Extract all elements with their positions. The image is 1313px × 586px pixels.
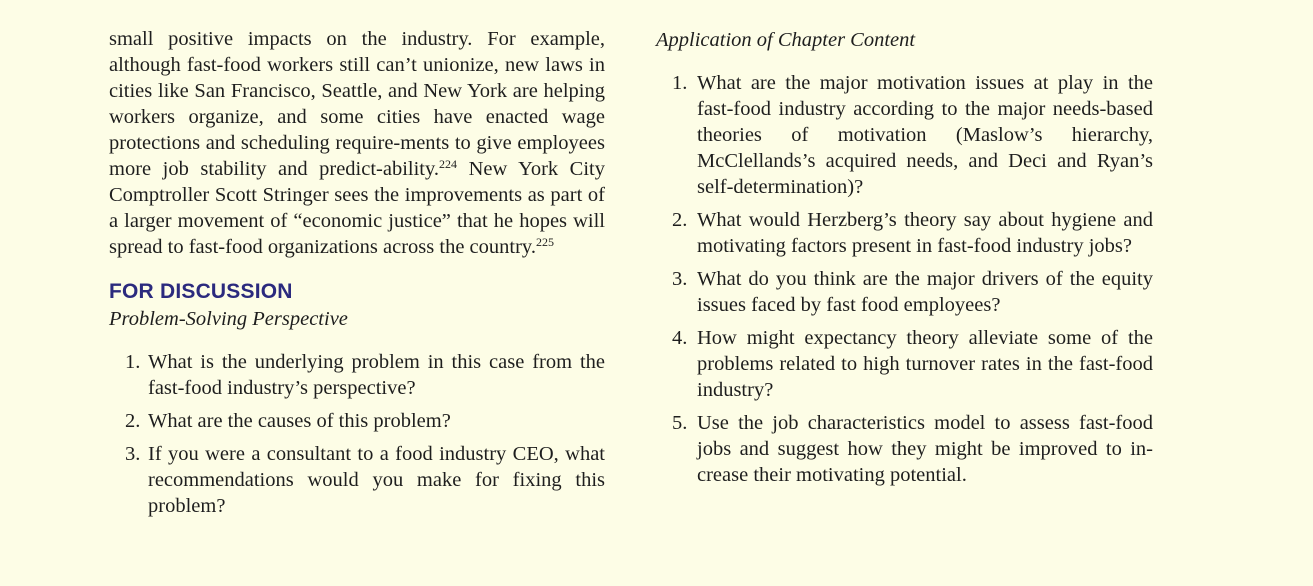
question-text: What are the causes of this problem? (148, 410, 451, 432)
question-text: Use the job characteristics model to assess fast-food jobs and suggest how they might be improved to in-crease their motivating potential. (697, 412, 1153, 486)
list-item (656, 70, 1153, 200)
list-item (656, 266, 1153, 318)
paragraph-text-part-1: small positive impacts on the industry. For example, although fast-food workers still can’t unionize, new laws in cities like San Francisco, Seattle, and New York are helping workers organize, and some cities have enacted wage protections and scheduling require-ments to give employees more job stability and predict-ability. (109, 28, 605, 180)
question-text: What do you think are the major drivers of the equity issues faced by fast food employees? (697, 268, 1153, 316)
list-item (656, 325, 1153, 403)
question-number: 4. (672, 327, 688, 349)
application-subheading: Application of Chapter Content (656, 29, 916, 51)
footnote-ref-224: 224 (439, 157, 458, 171)
question-text: What is the underlying problem in this case from the fast-food industry’s perspective? (148, 351, 605, 399)
problem-solving-question-list (109, 349, 605, 519)
question-number: 3. (672, 268, 688, 290)
list-item (656, 207, 1153, 259)
paragraph-text-part-2: New York City Comptroller Scott Stringer sees the improvements as part of a larger movement of “economic justice” that he hopes will spread to fast-food organizations across the country. (109, 158, 606, 258)
question-text: How might expectancy theory alleviate some of the problems related to high turnover rates in the fast-food industry? (697, 327, 1153, 401)
question-number: 2. (125, 410, 141, 432)
question-text: What are the major motivation issues at play in the fast-food industry according to the major needs-based theories of motivation (Maslow’s hierarchy, McClellands’s acquired needs, and Deci and Ryan’s self-determination)? (697, 72, 1153, 198)
question-number: 1. (125, 351, 141, 373)
application-question-list (656, 70, 1153, 488)
question-text: What would Herzberg’s theory say about hygiene and motivating factors present in fast-food industry jobs? (697, 209, 1153, 257)
section-heading: FOR DISCUSSION (109, 280, 293, 303)
question-number: 5. (672, 412, 688, 434)
question-text: If you were a consultant to a food industry CEO, what recommendations would you make for fixing this problem? (148, 443, 605, 517)
question-number: 3. (125, 443, 141, 465)
question-number: 2. (672, 209, 688, 231)
left-column (109, 26, 605, 526)
list-item (109, 349, 605, 401)
list-item (109, 441, 605, 519)
case-paragraph (109, 26, 605, 260)
list-item (109, 408, 605, 434)
question-number: 1. (672, 72, 688, 94)
right-column (656, 26, 1153, 495)
problem-solving-subheading: Problem-Solving Perspective (109, 308, 348, 330)
footnote-ref-225: 225 (535, 235, 554, 249)
list-item (656, 410, 1153, 488)
